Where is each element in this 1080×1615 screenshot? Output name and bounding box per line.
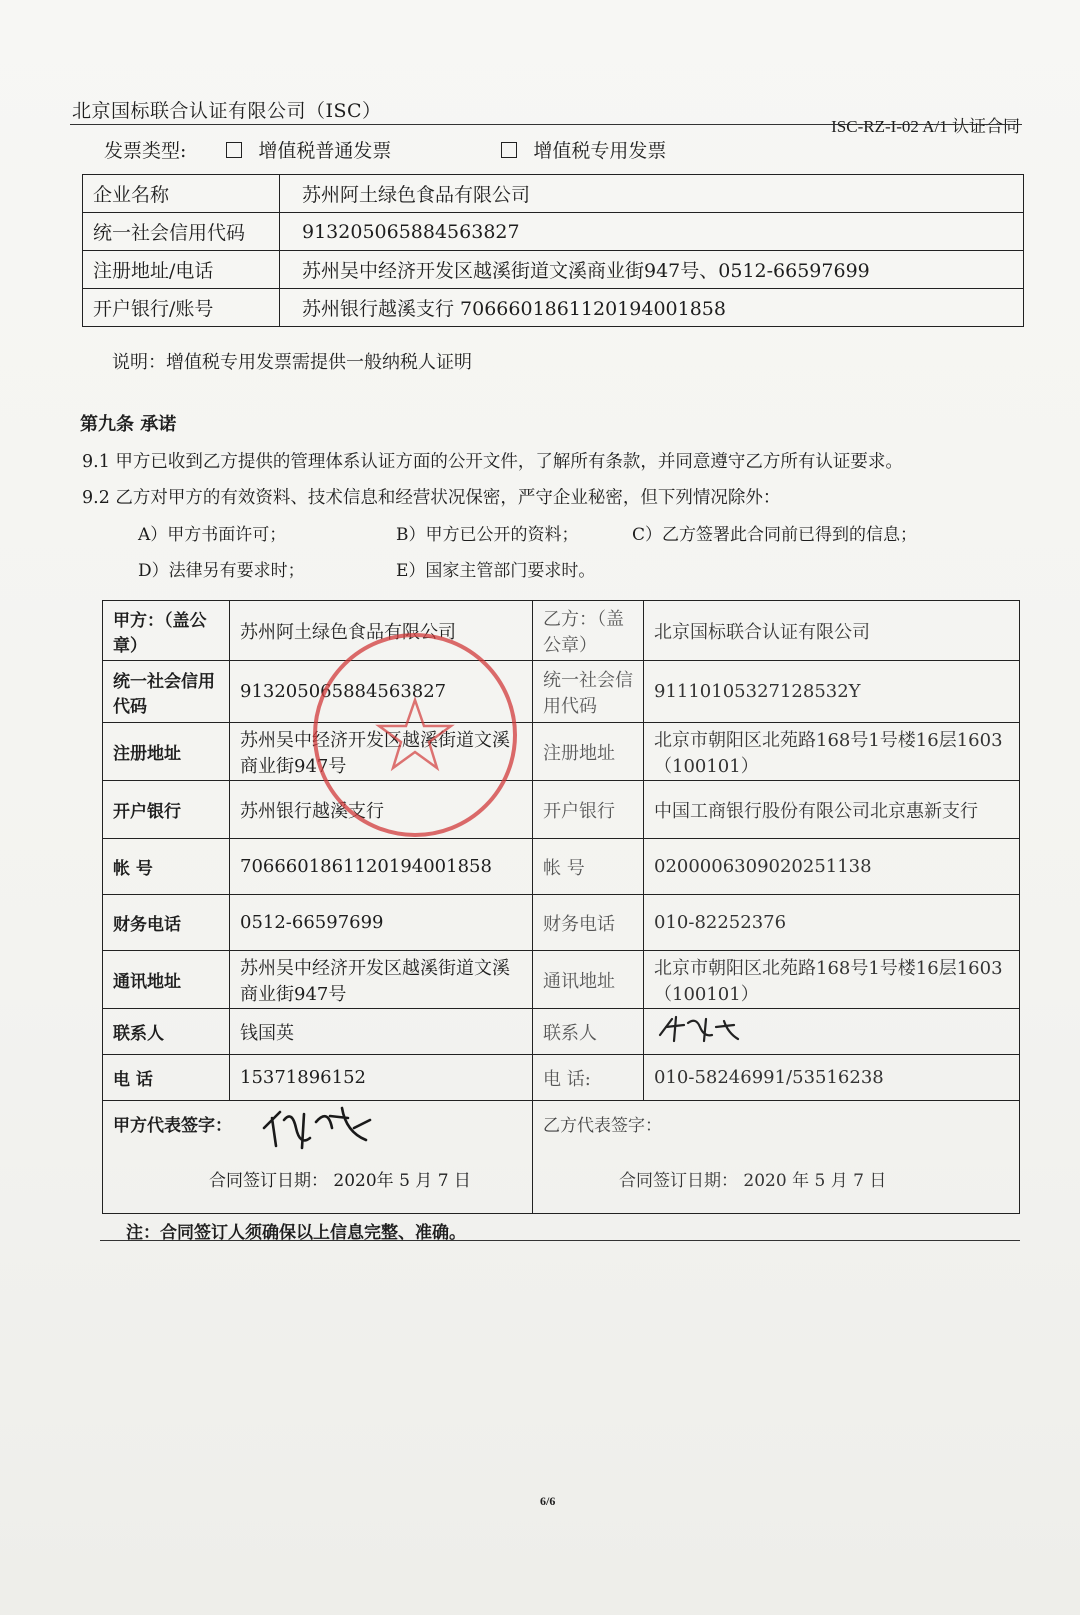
invoice-value: 苏州阿土绿色食品有限公司 (280, 175, 1024, 213)
party-table (102, 600, 1020, 1214)
list-item: A）甲方书面许可； (138, 525, 287, 545)
party-b-contact-signature (644, 1009, 1020, 1055)
party-a-value: 苏州银行越溪支行 (230, 781, 533, 839)
invoice-value: 苏州银行越溪支行 706660186112019400185‌8 (280, 289, 1024, 327)
party-a-value: 苏州吴中经济开发区越溪街道文溪商业街947号 (230, 951, 533, 1009)
invoice-type-row (104, 136, 776, 163)
party-b-key: 通讯地址 (533, 951, 644, 1009)
party-a-sign-cell (103, 1101, 533, 1214)
table-row (103, 1009, 1020, 1055)
header-company: 北京国标联合认证有限公司（ISC） (72, 100, 382, 122)
table-row (103, 723, 1020, 781)
invoice-key: 开户银行/账号 (83, 289, 280, 327)
party-b-key: 开户银行 (533, 781, 644, 839)
party-a-value: 15371896152 (230, 1055, 533, 1101)
party-b-label: 乙方：（盖公章） (533, 601, 644, 661)
party-b-key: 财务电话 (533, 895, 644, 951)
invoice-option-general (226, 136, 391, 163)
clause-items-row-2 (138, 556, 595, 581)
party-a-key: 开户银行 (103, 781, 230, 839)
footer-note: 注：合同签订人须确保以上信息完整、准确。 (126, 1223, 466, 1243)
party-a-key: 注册地址 (103, 723, 230, 781)
table-row (103, 1055, 1020, 1101)
invoice-key: 统一社会信用代码 (83, 213, 280, 251)
list-item: B）甲方已公开的资料； (396, 525, 579, 545)
party-b-value: 91110105327128532Y (644, 661, 1020, 723)
party-b-value: 北京市朝阳区北苑路168号1号楼16层1603（100101） (644, 723, 1020, 781)
invoice-key: 企业名称 (83, 175, 280, 213)
party-a-sign-date: 合同签订日期： 2020年 5 月 7 日 (209, 1171, 471, 1191)
table-row (103, 1101, 1020, 1214)
invoice-value: 苏州吴中经济开发区越溪街道文溪商业街947号、0512-66597699 (280, 251, 1024, 289)
table-row (83, 289, 1024, 327)
clause-9-1: 9.1 甲方已收到乙方提供的管理体系认证方面的公开文件，了解所有条款，并同意遵守乙方所有认证要求。 (82, 452, 903, 472)
table-row (103, 895, 1020, 951)
table-row (83, 175, 1024, 213)
checkbox-general (226, 142, 242, 158)
party-b-value: 中国工商银行股份有限公司北京惠新支行 (644, 781, 1020, 839)
party-b-sign-date: 合同签订日期： 2020 年 5 月 7 日 (619, 1171, 887, 1191)
party-a-value: 913205065884563827 (230, 661, 533, 723)
party-b-key: 注册地址 (533, 723, 644, 781)
party-b-sign-label: 乙方代表签字： (543, 1116, 662, 1136)
invoice-key: 注册地址/电话 (83, 251, 280, 289)
party-b-value: 北京市朝阳区北苑路168号1号楼16层1603（100101） (644, 951, 1020, 1009)
party-b-value: 010-82252376 (644, 895, 1020, 951)
table-row (103, 839, 1020, 895)
contact-signature-icon (654, 1013, 744, 1045)
table-row (103, 951, 1020, 1009)
invoice-option-general-label: 增值税普通发票 (258, 140, 392, 162)
party-a-key: 财务电话 (103, 895, 230, 951)
party-a-key: 电 话 (103, 1055, 230, 1101)
list-item: D）法律另有要求时； (138, 561, 305, 581)
party-a-key: 帐 号 (103, 839, 230, 895)
party-a-key: 统一社会信用代码 (103, 661, 230, 723)
party-a-value: 7066601861120194001858 (230, 839, 533, 895)
checkbox-special (501, 142, 517, 158)
party-a-sign-label: 甲方代表签字： (113, 1116, 232, 1136)
invoice-option-special (501, 136, 666, 163)
invoice-value: 913205065884563827 (280, 213, 1024, 251)
party-b-key: 统一社会信用代码 (533, 661, 644, 723)
party-a-value: 苏州吴中经济开发区越溪街道文溪商业街947号 (230, 723, 533, 781)
invoice-type-label: 发票类型: (104, 140, 187, 162)
party-b-key: 电 话: (533, 1055, 644, 1101)
party-a-label: 甲方：（盖公章） (103, 601, 230, 661)
party-b-value: 010-58246991/53516238 (644, 1055, 1020, 1101)
header-divider (70, 124, 1022, 125)
party-a-value: 钱国英 (230, 1009, 533, 1055)
clause-9-2: 9.2 乙方对甲方的有效资料、技术信息和经营状况保密，严守企业秘密，但下列情况除外： (82, 488, 781, 508)
table-row (83, 213, 1024, 251)
table-row (103, 781, 1020, 839)
invoice-option-special-label: 增值税专用发票 (533, 140, 667, 162)
table-row (103, 601, 1020, 661)
clause-items-row-1 (138, 520, 917, 545)
invoice-info-table (82, 174, 1024, 327)
party-a-key: 通讯地址 (103, 951, 230, 1009)
party-b-key: 帐 号 (533, 839, 644, 895)
party-b-sign-cell (533, 1101, 1020, 1214)
table-row (103, 661, 1020, 723)
footer-divider (100, 1240, 1020, 1241)
party-a-key: 联系人 (103, 1009, 230, 1055)
party-a-value: 0512-66597699 (230, 895, 533, 951)
invoice-note: 说明：增值税专用发票需提供一般纳税人证明 (112, 352, 472, 373)
list-item: E）国家主管部门要求时。 (396, 561, 596, 581)
article9-title: 第九条 承诺 (80, 414, 177, 435)
header-doc-code: ISC-RZ-I-02 A/1 认证合同 (831, 117, 1020, 136)
party-b-value: 0200006309020251138 (644, 839, 1020, 895)
party-b-name: 北京国标联合认证有限公司 (644, 601, 1020, 661)
party-b-key: 联系人 (533, 1009, 644, 1055)
page-number: 6/6 (540, 1494, 556, 1508)
table-row (83, 251, 1024, 289)
list-item: C）乙方签署此合同前已得到的信息； (632, 525, 918, 545)
party-a-name: 苏州阿土绿色食品有限公司 (230, 601, 533, 661)
